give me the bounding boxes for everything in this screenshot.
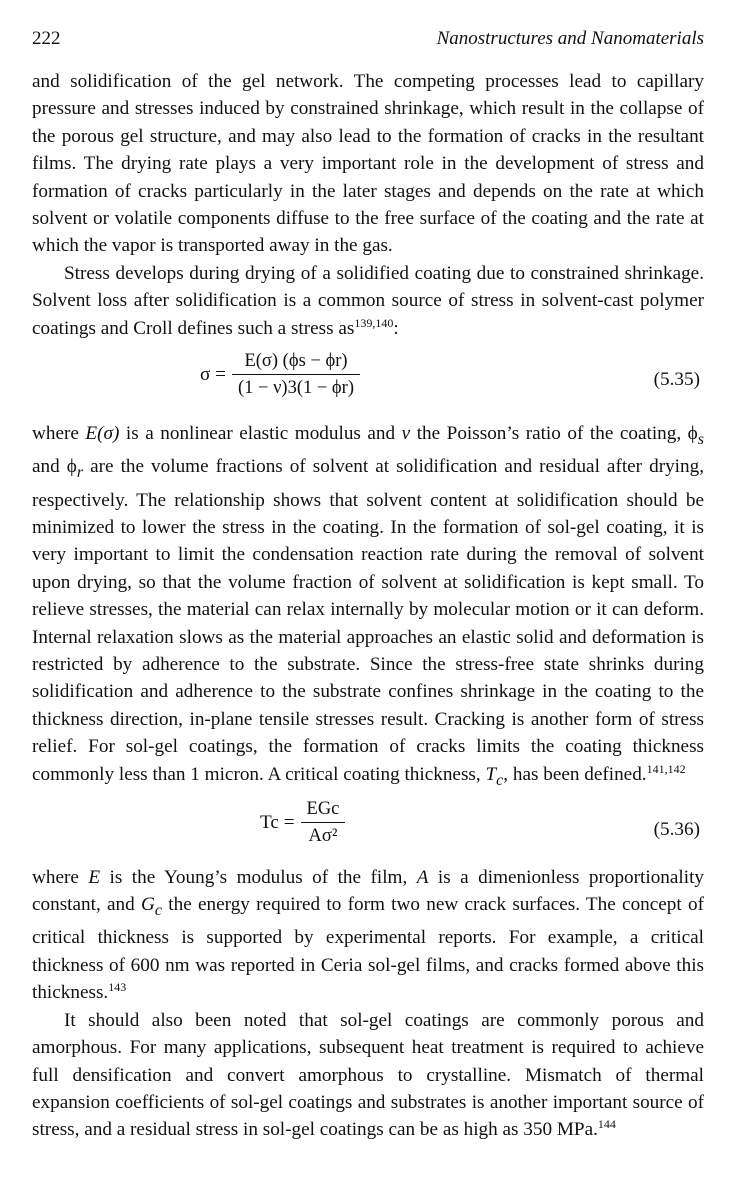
equation-5-35 [32, 344, 704, 418]
equation-fraction [301, 796, 346, 849]
equation-number: (5.36) [653, 818, 700, 840]
paragraph-2: Stress develops during drying of a solidified coating due to constrained shrinkage. Solvent loss after solidification is a common source of stress in solvent-cast polymer coatings and Croll defines such a stress as$^{139,140}$: [32, 262, 704, 339]
page-header [32, 24, 704, 54]
equation-numerator: EGc [306, 798, 340, 819]
citation-ref: 139,140 [354, 315, 394, 330]
paragraph-5: It should also been noted that sol-gel coatings are commonly porous and amorphous. For many applications, subsequent heat treatment is required to achieve full densification and convert amorphous to crystalline. Mismatch of thermal expansion coefficients of sol-gel coatings and substrates is another important source of stress, and a residual stress in sol-gel coatings can be as high as 350 MPa.$^{144}$ [32, 1009, 704, 1141]
equation-denominator: (1 − ν)3(1 − ϕr) [237, 378, 354, 399]
paragraph-3: where E(σ) is a nonlinear elastic modulus and ν the Poisson’s ratio of the coating, $\phi_s$ and $\phi_r$ are the volume fractions of solvent at solidification and residual after drying, respectively. The relationship shows that solvent content at solidification should be minimized to lower the stress in the coating. In the formation of sol-gel coating, it is very important to limit the condensation reaction rate during the removal of solvent upon drying, so that the volume fraction of solvent at solidification is kept small. To relieve stresses, the material can relax internally by molecular motion or it can deform. Internal relaxation slows as the material approaches an elastic solid and deformation is restricted by adherence to the substrate. Since the stress-free state shrinks during solidification and adherence to the substrate confines shrinkage in the coating to the thickness direction, in-plane tensile stresses result. Cracking is another form of stress relief. For sol-gel coatings, the formation of cracks limits the coating thickness commonly less than 1 micron. A critical coating thickness, $T_c$, has been defined.$^{141,142}$ [32, 423, 704, 789]
equation-5-36 [32, 796, 704, 862]
citation-ref: 143 [108, 980, 127, 995]
equation-number: (5.35) [653, 369, 700, 391]
citation-ref: 144 [597, 1117, 616, 1132]
paragraph-4: where E is the Young’s modulus of the film, A is a dimenionless proportionality constant, and $G_c$ the energy required to form two new crack surfaces. The concept of critical thickness is supported by experimental reports. For example, a critical thickness of 600 nm was reported in Ceria sol-gel films, and cracks formed above this thickness.$^{143}$ [32, 866, 704, 1004]
equation-denominator: Aσ² [308, 825, 338, 846]
equation-numerator: E(σ) (ϕs − ϕr) [244, 351, 348, 372]
equation-lhs: Tc = [260, 811, 295, 833]
page-number: 222 [32, 28, 61, 49]
body-text [32, 68, 704, 1144]
page [32, 24, 704, 1144]
equation-lhs: σ = [200, 363, 226, 385]
equation-fraction [232, 348, 360, 401]
citation-ref: 141,142 [646, 761, 686, 776]
paragraph-1: and solidification of the gel network. The competing processes lead to capillary pressure and stresses induced by constrained shrinkage, which result in the collapse of the porous gel structure, and may also lead to the formation of cracks in the resultant films. The drying rate plays a very important role in the development of stress and formation of cracks particularly in the later stages and depends on the rate at which solvent or volatile components diffuse to the free surface of the coating and the rate at which the vapor is transported away in the gas. [32, 71, 704, 257]
running-title: Nanostructures and Nanomaterials [436, 28, 704, 49]
